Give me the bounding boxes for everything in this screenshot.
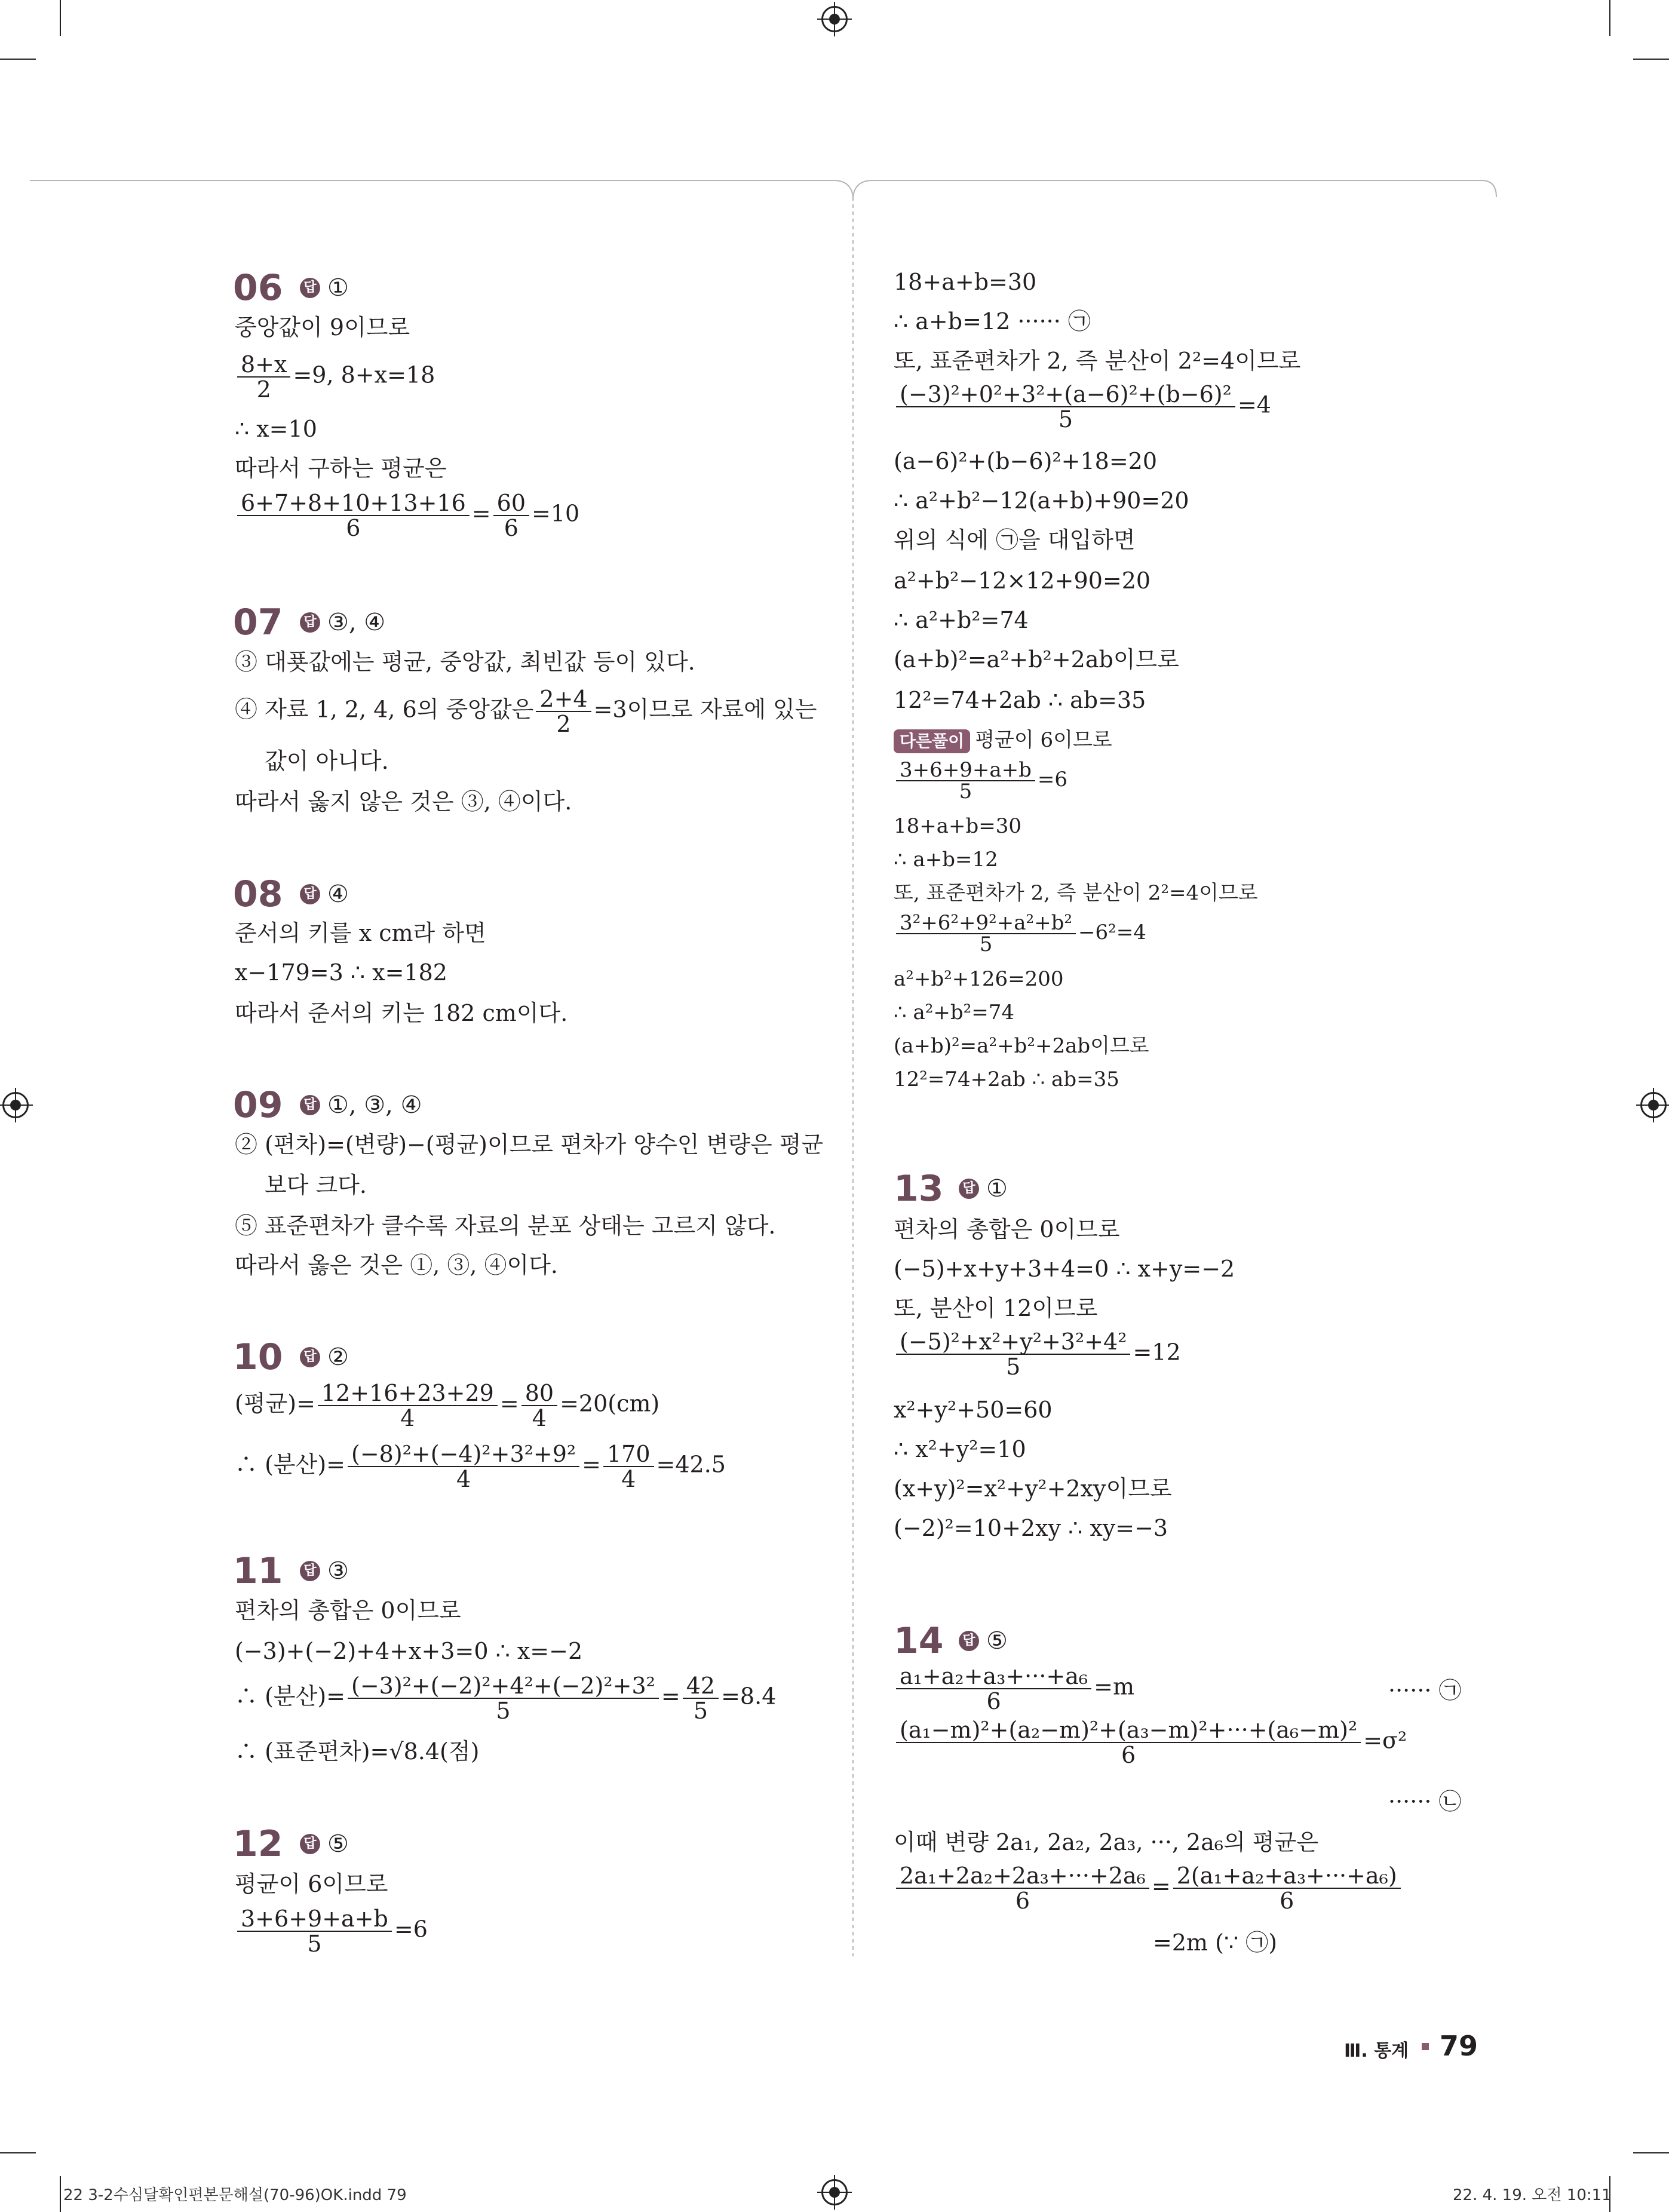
denominator: 5	[1058, 406, 1073, 432]
expr: =4	[1237, 391, 1271, 418]
numerator: 170	[603, 1442, 654, 1467]
solution-line: 준서의 키를 x cm라 하면	[235, 920, 486, 946]
answer-icon: 답	[959, 1179, 979, 1199]
solution-line	[894, 1718, 1407, 1767]
denominator: 6	[986, 1688, 1001, 1714]
solution-line	[235, 1381, 659, 1430]
denominator: 5	[693, 1698, 708, 1724]
solution-line: (−2)²=10+2xy ∴ xy=−3	[894, 1515, 1168, 1541]
solution-line: 12²=74+2ab ∴ ab=35	[894, 1067, 1119, 1091]
expr: =σ²	[1363, 1727, 1407, 1754]
solution-line: ∴ x=10	[235, 416, 317, 442]
denominator: 6	[346, 515, 361, 541]
numerator: (−3)²+(−2)²+4²+(−2)²+3²	[348, 1674, 659, 1699]
section-label: Ⅲ. 통계	[1344, 2041, 1409, 2061]
numerator: (−8)²+(−4)²+3²+9²	[348, 1442, 579, 1467]
numerator: 60	[493, 491, 529, 516]
solution-line: 따라서 옳은 것은 ①, ③, ④이다.	[235, 1252, 559, 1278]
solution-line: ⑤ 표준편차가 클수록 자료의 분포 상태는 고르지 않다.	[235, 1213, 776, 1239]
solution-line: (a+b)²=a²+b²+2ab이므로	[894, 1034, 1149, 1058]
solution-line: ∴ a²+b²−12(a+b)+90=20	[894, 487, 1189, 514]
solution-line: a²+b²+126=200	[894, 967, 1064, 991]
solution-line: 편차의 총합은 0이므로	[894, 1216, 1120, 1242]
expr: =	[471, 500, 491, 527]
solution-line: 또, 분산이 12이므로	[894, 1295, 1098, 1321]
solution-line: ③ 대푯값에는 평균, 중앙값, 최빈값 등이 있다.	[235, 649, 695, 675]
solution-line	[235, 1442, 726, 1491]
solution-line: 따라서 옳지 않은 것은 ③, ④이다.	[235, 789, 572, 815]
expr: =42.5	[656, 1451, 726, 1478]
file-slug: 22 3-2수심달확인편본문해설(70-96)OK.indd 79	[63, 2186, 407, 2204]
answer-icon: 답	[300, 1834, 320, 1854]
question-number: 09	[233, 1084, 283, 1126]
solution-line	[235, 687, 817, 736]
answer-icon: 답	[300, 278, 320, 298]
answer-icon: 답	[300, 1561, 320, 1581]
denominator: 2	[256, 376, 271, 403]
expr: ④ 자료 1, 2, 4, 6의 중앙값은	[235, 696, 534, 723]
denominator: 6	[504, 515, 519, 541]
solution-line: 이때 변량 2a₁, 2a₂, 2a₃, ···, 2a₆의 평균은	[894, 1829, 1319, 1855]
solution-line: 18+a+b=30	[894, 814, 1022, 838]
expr: =	[661, 1683, 680, 1710]
denominator: 6	[1280, 1888, 1294, 1914]
solution-line: ∴ a+b=12 ······ ㉠	[894, 308, 1091, 335]
numerator: a₁+a₂+a₃+···+a₆	[896, 1664, 1091, 1689]
expr: =8.4	[721, 1683, 777, 1710]
solution-line: ② (편차)=(변량)−(평균)이므로 편차가 양수인 변량은 평균	[235, 1131, 824, 1158]
crop-mark	[1609, 0, 1610, 36]
solution-line: 보다 크다.	[265, 1172, 367, 1198]
bullet	[1422, 2043, 1429, 2050]
expr: =	[582, 1451, 601, 1478]
denominator: 6	[1015, 1888, 1030, 1914]
answer: ②	[327, 1343, 349, 1371]
denominator: 5	[959, 780, 972, 803]
solution-line: (x+y)²=x²+y²+2xy이므로	[894, 1475, 1172, 1502]
numerator: 42	[683, 1674, 719, 1699]
question-number: 14	[894, 1620, 944, 1662]
solution-line	[235, 491, 579, 540]
expr: =10	[532, 500, 580, 527]
solution-line	[894, 760, 1067, 802]
question-number: 11	[233, 1550, 283, 1592]
numerator: 8+x	[237, 352, 290, 378]
solution-line: 값이 아니다.	[265, 748, 389, 774]
expr: ∴ (분산)=	[235, 1451, 345, 1478]
answer-icon: 답	[959, 1631, 979, 1651]
solution-line: ∴ a+b=12	[894, 848, 998, 872]
equation-tag: ······ ㉡	[1388, 1788, 1462, 1815]
numerator: 2(a₁+a₂+a₃+···+a₆)	[1173, 1864, 1401, 1889]
numerator: 3+6+9+a+b	[896, 760, 1035, 781]
solution-line: x−179=3 ∴ x=182	[235, 959, 447, 986]
solution-line	[894, 382, 1271, 431]
solution-line: 중앙값이 9이므로	[235, 314, 410, 340]
equation-tag: ······ ㉠	[1388, 1677, 1462, 1704]
solution-line: 위의 식에 ㉠을 대입하면	[894, 527, 1136, 553]
denominator: 5	[979, 932, 993, 956]
solution-line: 12²=74+2ab ∴ ab=35	[894, 687, 1146, 713]
alt-solution-header	[894, 728, 1112, 753]
denominator: 2	[556, 711, 571, 737]
question-number: 08	[233, 873, 283, 915]
solution-line	[894, 1864, 1403, 1913]
solution-line: (a−6)²+(b−6)²+18=20	[894, 448, 1158, 474]
question-number: 10	[233, 1336, 283, 1378]
solution-line: a²+b²−12×12+90=20	[894, 567, 1151, 594]
answer: ①	[986, 1175, 1008, 1202]
answer-icon: 답	[300, 884, 320, 904]
expr: 평균이 6이므로	[975, 728, 1112, 752]
solution-line	[235, 1674, 776, 1723]
answer: ⑤	[327, 1830, 349, 1858]
answer-icon: 답	[300, 612, 320, 633]
alt-solution-tag: 다른풀이	[894, 729, 970, 753]
numerator: 2a₁+2a₂+2a₃+···+2a₆	[896, 1864, 1149, 1889]
denominator: 4	[532, 1405, 547, 1431]
expr: −6²=4	[1078, 921, 1146, 944]
solution-line: 편차의 총합은 0이므로	[235, 1597, 461, 1624]
numerator: (a₁−m)²+(a₂−m)²+(a₃−m)²+···+(a₆−m)²	[896, 1718, 1361, 1743]
expr: =20(cm)	[560, 1390, 660, 1417]
answer: ①, ③, ④	[327, 1091, 422, 1119]
denominator: 4	[400, 1405, 415, 1431]
expr: =	[1151, 1873, 1171, 1900]
expr: =6	[394, 1916, 428, 1943]
solution-line	[894, 1330, 1181, 1379]
solution-line: ∴ x²+y²=10	[894, 1436, 1026, 1462]
solution-line: ∴ a²+b²=74	[894, 1001, 1014, 1024]
denominator: 5	[307, 1931, 322, 1957]
solution-line	[235, 352, 435, 401]
crop-mark	[1633, 59, 1669, 60]
page-number: 79	[1440, 2030, 1478, 2062]
question-number: 12	[233, 1823, 283, 1865]
crop-mark	[0, 2152, 36, 2153]
question-number: 13	[894, 1168, 944, 1210]
answer: ③, ④	[327, 609, 386, 636]
expr: =9, 8+x=18	[293, 361, 435, 388]
expr: =12	[1133, 1339, 1181, 1366]
denominator: 4	[456, 1466, 471, 1492]
denominator: 5	[1006, 1354, 1021, 1380]
answer: ⑤	[986, 1627, 1008, 1655]
expr: ∴ (분산)=	[235, 1683, 345, 1710]
print-date: 22. 4. 19. 오전 10:11	[1453, 2186, 1612, 2204]
registration-mark-top	[821, 6, 848, 32]
solution-line: x²+y²+50=60	[894, 1397, 1053, 1423]
solution-line: (−3)+(−2)+4+x+3=0 ∴ x=−2	[235, 1638, 583, 1664]
numerator: (−3)²+0²+3²+(a−6)²+(b−6)²	[896, 382, 1235, 407]
crop-mark	[1633, 2152, 1669, 2153]
numerator: 3²+6²+9²+a²+b²	[896, 913, 1076, 934]
solution-line	[235, 1907, 428, 1956]
numerator: 2+4	[536, 687, 591, 712]
solution-line: 평균이 6이므로	[235, 1871, 388, 1897]
solution-line: 따라서 준서의 키는 182 cm이다.	[235, 1000, 568, 1026]
solution-line: =2m (∵ ㉠)	[1153, 1929, 1278, 1956]
denominator: 5	[496, 1698, 511, 1724]
numerator: 12+16+23+29	[318, 1381, 498, 1406]
question-number: 07	[233, 602, 283, 643]
numerator: 80	[521, 1381, 557, 1406]
denominator: 4	[621, 1466, 636, 1492]
solution-line: 또, 표준편차가 2, 즉 분산이 2²=4이므로	[894, 881, 1258, 905]
crop-mark	[60, 0, 61, 36]
answer: ③	[327, 1557, 349, 1585]
solution-line: ∴ a²+b²=74	[894, 607, 1029, 633]
numerator: (−5)²+x²+y²+3²+4²	[896, 1330, 1130, 1355]
answer-icon: 답	[300, 1347, 320, 1367]
answer: ④	[327, 880, 349, 908]
solution-line	[894, 913, 1146, 955]
expr: =6	[1037, 768, 1068, 791]
answer: ①	[327, 274, 349, 302]
crop-mark	[0, 59, 36, 60]
question-number: 06	[233, 267, 283, 309]
expr: =	[499, 1390, 519, 1417]
solution-line: (a+b)²=a²+b²+2ab이므로	[894, 646, 1179, 673]
solution-line: 따라서 구하는 평균은	[235, 455, 447, 481]
solution-line: ∴ (표준편차)=√8.4(점)	[235, 1738, 480, 1765]
numerator: 3+6+9+a+b	[237, 1907, 392, 1932]
answer-icon: 답	[300, 1095, 320, 1115]
solution-line: 또, 표준편차가 2, 즉 분산이 2²=4이므로	[894, 348, 1301, 374]
solution-line: (−5)+x+y+3+4=0 ∴ x+y=−2	[894, 1256, 1235, 1282]
denominator: 6	[1121, 1742, 1136, 1768]
expr: =3이므로 자료에 있는	[593, 696, 817, 723]
registration-mark-bottom	[821, 2179, 848, 2205]
solution-line	[894, 1664, 1134, 1713]
expr: =m	[1094, 1673, 1135, 1700]
solution-line: 18+a+b=30	[894, 269, 1037, 295]
expr: (평균)=	[235, 1390, 315, 1417]
numerator: 6+7+8+10+13+16	[237, 491, 470, 516]
crop-mark	[60, 2176, 61, 2212]
